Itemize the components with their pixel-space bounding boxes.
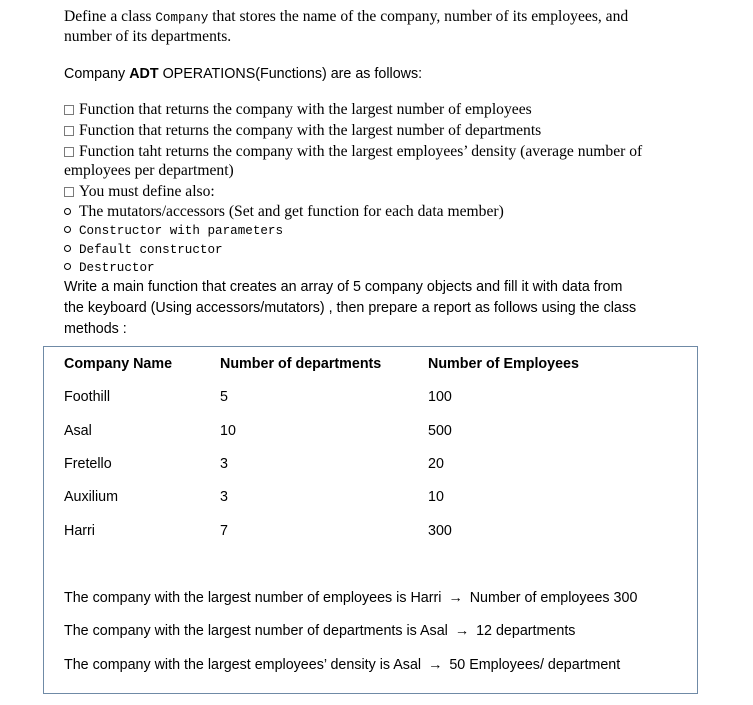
intro-line-2: number of its departments. <box>64 28 232 45</box>
report-table <box>43 346 698 694</box>
row-5-name: Harri <box>64 523 95 539</box>
arrow-right-icon: → <box>448 590 463 606</box>
arrow-right-icon: → <box>454 623 470 639</box>
default-constructor-item <box>64 243 223 257</box>
row-3-employees: 20 <box>428 456 444 472</box>
arrow-right-icon: → <box>428 657 443 673</box>
row-4-employees: 10 <box>428 489 444 505</box>
bullet-circle-icon <box>64 208 71 215</box>
report-line-3 <box>64 657 620 673</box>
bullet-circle-icon <box>64 245 71 252</box>
function-item-3-cont: employees per department) <box>64 162 234 179</box>
row-2-name: Asal <box>64 423 92 439</box>
function-text: You must define also: <box>79 183 215 200</box>
row-5-employees: 300 <box>428 523 452 539</box>
constructor-params-item <box>64 224 283 238</box>
main-desc-line-2: the keyboard (Using accessors/mutators) , then prepare a report as follows using the class <box>64 300 637 316</box>
bullet-circle-icon <box>64 226 71 233</box>
function-item-1 <box>64 101 532 119</box>
checkbox-icon <box>64 126 74 136</box>
report-line-2 <box>64 623 575 639</box>
mutators-text: The mutators/accessors (Set and get function for each data member) <box>79 203 504 220</box>
function-item-4 <box>64 183 215 201</box>
report-text: The company with the largest number of employees is Harri <box>64 590 442 606</box>
row-2-departments: 10 <box>220 423 236 439</box>
report-text: The company with the largest number of departments is Asal <box>64 623 448 639</box>
function-text: Function taht returns the company with the largest employees’ density (average number of <box>79 143 643 160</box>
report-line-1 <box>64 590 637 606</box>
function-item-3 <box>64 143 642 161</box>
row-1-departments: 5 <box>220 389 228 405</box>
row-1-name: Foothill <box>64 389 111 405</box>
row-4-departments: 3 <box>220 489 228 505</box>
report-value: 12 departments <box>476 623 576 639</box>
row-3-departments: 3 <box>220 456 228 472</box>
row-5-departments: 7 <box>220 523 228 539</box>
main-desc-line-1: Write a main function that creates an array of 5 company objects and fill it with data from <box>64 279 623 295</box>
adt-bold: ADT <box>129 66 159 82</box>
main-desc-line-3: methods : <box>64 321 127 337</box>
report-text: The company with the largest employees’ density is Asal <box>64 657 422 673</box>
bullet-circle-icon <box>64 263 71 270</box>
checkbox-icon <box>64 105 74 115</box>
header-company-name: Company Name <box>64 356 173 372</box>
intro-line-1 <box>64 8 628 26</box>
report-value: Number of employees 300 <box>469 590 638 606</box>
header-employees: Number of Employees <box>428 356 579 372</box>
report-value: 50 Employees/ department <box>449 657 621 673</box>
intro-part1: Define a class <box>64 8 152 25</box>
adt-heading <box>64 66 422 82</box>
function-text: Function that returns the company with the largest number of employees <box>79 101 532 118</box>
function-item-2 <box>64 122 541 140</box>
row-2-employees: 500 <box>428 423 452 439</box>
row-3-name: Fretello <box>64 456 112 472</box>
class-name-code: Company <box>155 11 209 25</box>
function-text: Function that returns the company with the largest number of departments <box>79 122 542 139</box>
mutators-item <box>64 203 504 221</box>
row-1-employees: 100 <box>428 389 452 405</box>
row-4-name: Auxilium <box>64 489 119 505</box>
mono-text: Destructor <box>79 261 155 275</box>
header-departments: Number of departments <box>220 356 382 372</box>
adt-rest: OPERATIONS(Functions) are as follows: <box>162 66 423 82</box>
mono-text: Constructor with parameters <box>79 224 284 238</box>
adt-prefix: Company <box>64 66 126 82</box>
destructor-item <box>64 261 155 275</box>
intro-part2: that stores the name of the company, number of its employees, and <box>212 8 629 25</box>
mono-text: Default constructor <box>79 243 223 257</box>
checkbox-icon <box>64 187 74 197</box>
checkbox-icon <box>64 147 74 157</box>
